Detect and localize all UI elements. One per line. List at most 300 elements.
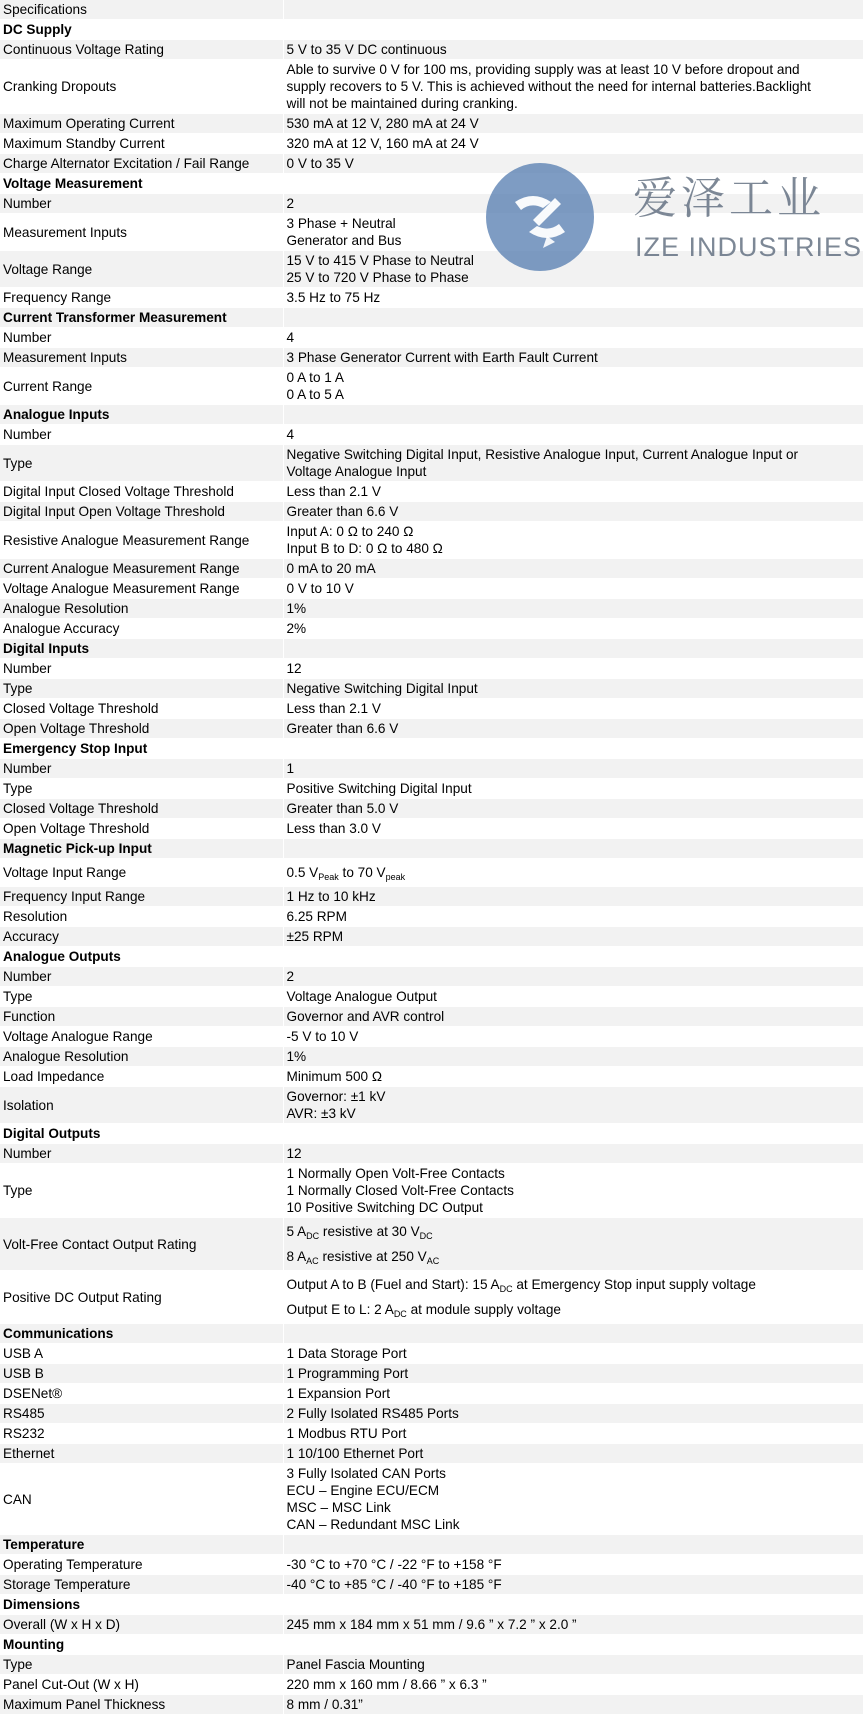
spec-value-line — [287, 1297, 861, 1322]
spec-value — [283, 987, 863, 1007]
value-text: Output A to B (Fuel and Start): 15 A — [286, 1277, 500, 1292]
spec-label: Analogue Resolution — [0, 1047, 283, 1067]
spec-value — [283, 799, 863, 819]
value-text: Generator and Bus — [286, 233, 402, 248]
spec-value — [283, 522, 863, 559]
table-row — [0, 1047, 863, 1067]
table-row — [0, 1271, 863, 1324]
spec-value-line — [287, 1165, 861, 1182]
spec-value-line — [287, 135, 861, 152]
spec-value-line — [287, 1105, 861, 1122]
value-text: AVR: ±3 kV — [286, 1106, 356, 1121]
table-row — [0, 1087, 863, 1124]
value-text: 0 A to 5 A — [286, 387, 344, 402]
value-text: 0 A to 1 A — [286, 370, 344, 385]
spec-value — [283, 759, 863, 779]
value-text: Output E to L: 2 A — [286, 1302, 394, 1317]
value-text: 1 Expansion Port — [286, 1386, 391, 1401]
spec-value — [283, 699, 863, 719]
spec-value — [283, 819, 863, 839]
value-text: 1 Data Storage Port — [286, 1346, 407, 1361]
subscript-text: DC — [419, 1231, 433, 1241]
value-text: 5 A — [286, 1224, 307, 1239]
spec-value — [283, 154, 863, 174]
spec-value — [283, 1271, 863, 1324]
section-value-empty — [283, 20, 863, 40]
spec-value-line — [287, 760, 861, 777]
spec-value-line — [287, 1425, 861, 1442]
spec-value — [283, 214, 863, 251]
value-text: 0 V to 10 V — [286, 581, 354, 596]
value-text: 25 V to 720 V Phase to Phase — [286, 270, 469, 285]
spec-value-line — [287, 269, 861, 286]
spec-value-line — [287, 1482, 861, 1499]
spec-value — [283, 1555, 863, 1575]
section-header-row — [0, 739, 863, 759]
section-value-empty — [283, 947, 863, 967]
table-row — [0, 799, 863, 819]
table-row — [0, 779, 863, 799]
spec-label: Maximum Operating Current — [0, 114, 283, 134]
spec-value — [283, 1695, 863, 1715]
section-header-row — [0, 20, 863, 40]
value-text: 2 — [286, 196, 295, 211]
table-row — [0, 659, 863, 679]
table-row — [0, 679, 863, 699]
section-title: Digital Inputs — [0, 639, 283, 659]
table-row — [0, 1655, 863, 1675]
value-text: CAN – Redundant MSC Link — [286, 1517, 460, 1532]
section-value-empty — [283, 1535, 863, 1555]
spec-value-line — [287, 483, 861, 500]
spec-value — [283, 348, 863, 368]
subscript-text: AC — [426, 1256, 440, 1266]
spec-value-line — [287, 1516, 861, 1533]
spec-value — [283, 967, 863, 987]
table-row — [0, 1555, 863, 1575]
spec-value-line — [287, 1272, 861, 1297]
section-value-empty — [283, 739, 863, 759]
spec-value-line — [287, 61, 861, 78]
value-text: 10 Positive Switching DC Output — [286, 1200, 483, 1215]
spec-label: Number — [0, 328, 283, 348]
section-title: Analogue Inputs — [0, 405, 283, 425]
section-title: Digital Outputs — [0, 1124, 283, 1144]
watermark-name-zh: 爱泽工业 — [633, 173, 825, 224]
spec-value-line — [287, 928, 861, 945]
spec-value — [283, 659, 863, 679]
specifications-title: Specifications — [0, 0, 283, 20]
table-row — [0, 699, 863, 719]
table-row — [0, 1364, 863, 1384]
spec-value — [283, 1364, 863, 1384]
section-title: Voltage Measurement — [0, 174, 283, 194]
section-header-row — [0, 1535, 863, 1555]
spec-value-line — [287, 860, 861, 885]
spec-value — [283, 779, 863, 799]
value-text: 220 mm x 160 mm / 8.66 ” x 6.3 ” — [286, 1677, 487, 1692]
spec-value — [283, 40, 863, 60]
subscript-text: Peak — [318, 872, 339, 882]
spec-value-line — [287, 540, 861, 557]
spec-label: Continuous Voltage Rating — [0, 40, 283, 60]
table-row — [0, 482, 863, 502]
spec-value-line — [287, 720, 861, 737]
table-row — [0, 348, 863, 368]
section-header-row — [0, 1324, 863, 1344]
spec-value-line — [287, 1145, 861, 1162]
table-row — [0, 907, 863, 927]
table-row — [0, 1444, 863, 1464]
spec-value-line — [287, 1028, 861, 1045]
spec-label: Current Analogue Measurement Range — [0, 559, 283, 579]
spec-value — [283, 251, 863, 288]
value-text: 6.25 RPM — [286, 909, 347, 924]
spec-value — [283, 1047, 863, 1067]
spec-label: Digital Input Open Voltage Threshold — [0, 502, 283, 522]
spec-value-line — [287, 252, 861, 269]
spec-label: Overall (W x H x D) — [0, 1615, 283, 1635]
section-value-empty — [283, 839, 863, 859]
spec-value — [283, 1344, 863, 1364]
spec-value — [283, 60, 863, 114]
value-text: Less than 2.1 V — [286, 484, 381, 499]
section-value-empty — [283, 1635, 863, 1655]
value-text: 0 mA to 20 mA — [286, 561, 376, 576]
spec-label: Load Impedance — [0, 1067, 283, 1087]
spec-value — [283, 579, 863, 599]
section-title: Current Transformer Measurement — [0, 308, 283, 328]
section-header-row — [0, 1595, 863, 1615]
spec-value-line — [287, 426, 861, 443]
section-value-empty — [283, 1324, 863, 1344]
value-text: -30 °C to +70 °C / -22 °F to +158 °F — [286, 1557, 502, 1572]
spec-value — [283, 619, 863, 639]
spec-label: Number — [0, 967, 283, 987]
spec-value-line — [287, 1088, 861, 1105]
spec-value-line — [287, 780, 861, 797]
spec-value-line — [287, 1445, 861, 1462]
spec-label: Maximum Standby Current — [0, 134, 283, 154]
spec-value-line — [287, 1499, 861, 1516]
spec-label: Positive DC Output Rating — [0, 1271, 283, 1324]
spec-value — [283, 502, 863, 522]
spec-value — [283, 425, 863, 445]
spec-label: Measurement Inputs — [0, 348, 283, 368]
spec-value-line — [287, 1405, 861, 1422]
spec-label: Type — [0, 1164, 283, 1218]
spec-value-line — [287, 1465, 861, 1482]
section-header-row — [0, 839, 863, 859]
spec-value-line — [287, 1576, 861, 1593]
table-row — [0, 967, 863, 987]
value-text: Minimum 500 Ω — [286, 1069, 383, 1084]
spec-label: Closed Voltage Threshold — [0, 699, 283, 719]
spec-value — [283, 1675, 863, 1695]
spec-value — [283, 288, 863, 308]
spec-value-line — [287, 660, 861, 677]
table-row — [0, 60, 863, 114]
value-text: 3 Phase Generator Current with Earth Fault Current — [286, 350, 598, 365]
spec-value — [283, 859, 863, 887]
subscript-text: DC — [393, 1309, 407, 1319]
spec-value — [283, 134, 863, 154]
section-title: Analogue Outputs — [0, 947, 283, 967]
spec-label: Analogue Accuracy — [0, 619, 283, 639]
value-text: will not be maintained during cranking. — [286, 96, 518, 111]
spec-label: Volt-Free Contact Output Rating — [0, 1218, 283, 1271]
value-text: 4 — [286, 330, 295, 345]
spec-label: Voltage Range — [0, 251, 283, 288]
value-text: 2% — [286, 621, 307, 636]
table-row — [0, 502, 863, 522]
table-row — [0, 1695, 863, 1715]
spec-label: Number — [0, 659, 283, 679]
table-row — [0, 1384, 863, 1404]
spec-label: Digital Input Closed Voltage Threshold — [0, 482, 283, 502]
spec-value — [283, 1007, 863, 1027]
spec-value-line — [287, 463, 861, 480]
section-title: Temperature — [0, 1535, 283, 1555]
spec-label: USB B — [0, 1364, 283, 1384]
table-row — [0, 1615, 863, 1635]
section-title: Emergency Stop Input — [0, 739, 283, 759]
table-row — [0, 559, 863, 579]
spec-value-line — [287, 232, 861, 249]
spec-value-line — [287, 1365, 861, 1382]
spec-label: Number — [0, 425, 283, 445]
spec-value — [283, 927, 863, 947]
value-text: MSC – MSC Link — [286, 1500, 391, 1515]
value-text: Voltage Analogue Output — [286, 989, 437, 1004]
value-text: Governor and AVR control — [286, 1009, 445, 1024]
value-text: Governor: ±1 kV — [286, 1089, 386, 1104]
spec-value — [283, 719, 863, 739]
table-row — [0, 1027, 863, 1047]
spec-label: Open Voltage Threshold — [0, 719, 283, 739]
value-text: at Emergency Stop input supply voltage — [512, 1277, 756, 1292]
value-text: 1 Normally Closed Volt-Free Contacts — [286, 1183, 514, 1198]
table-row — [0, 1575, 863, 1595]
value-text: 1 Modbus RTU Port — [286, 1426, 407, 1441]
value-text: 2 — [286, 969, 295, 984]
spec-value-line — [287, 800, 861, 817]
subscript-text: peak — [385, 872, 406, 882]
value-text: 12 — [286, 1146, 302, 1161]
section-title: DC Supply — [0, 20, 283, 40]
section-value-empty — [283, 405, 863, 425]
value-text: Input A: 0 Ω to 240 Ω — [286, 524, 414, 539]
spec-label: RS485 — [0, 1404, 283, 1424]
spec-value-line — [287, 41, 861, 58]
value-text: 3.5 Hz to 75 Hz — [286, 290, 381, 305]
spec-value — [283, 368, 863, 405]
value-text: ±25 RPM — [286, 929, 344, 944]
value-text: 5 V to 35 V DC continuous — [286, 42, 447, 57]
spec-label: Function — [0, 1007, 283, 1027]
spec-label: Open Voltage Threshold — [0, 819, 283, 839]
value-text: 8 mm / 0.31” — [286, 1697, 363, 1712]
spec-value — [283, 1067, 863, 1087]
table-row — [0, 194, 863, 214]
table-row — [0, 40, 863, 60]
table-row — [0, 425, 863, 445]
spec-label: RS232 — [0, 1424, 283, 1444]
spec-value — [283, 114, 863, 134]
spec-value — [283, 194, 863, 214]
value-text: Negative Switching Digital Input, Resistive Analogue Input, Current Analogue Input or — [286, 447, 799, 462]
table-row — [0, 1218, 863, 1271]
value-text: 15 V to 415 V Phase to Neutral — [286, 253, 474, 268]
value-text: 1 Programming Port — [286, 1366, 409, 1381]
spec-value-line — [287, 349, 861, 366]
value-text: to 70 V — [338, 865, 386, 880]
spec-label: Maximum Panel Thickness — [0, 1695, 283, 1715]
spec-value — [283, 1655, 863, 1675]
value-text: 2 Fully Isolated RS485 Ports — [286, 1406, 459, 1421]
spec-label: Voltage Analogue Measurement Range — [0, 579, 283, 599]
table-row — [0, 599, 863, 619]
value-text: Voltage Analogue Input — [286, 464, 427, 479]
table-row — [0, 1675, 863, 1695]
value-text: 12 — [286, 661, 302, 676]
table-row — [0, 719, 863, 739]
table-row — [0, 619, 863, 639]
spec-value — [283, 1444, 863, 1464]
value-text: Positive Switching Digital Input — [286, 781, 472, 796]
spec-value-line — [287, 1068, 861, 1085]
section-value-empty — [283, 174, 863, 194]
table-row — [0, 445, 863, 482]
spec-label: Resolution — [0, 907, 283, 927]
spec-label: Ethernet — [0, 1444, 283, 1464]
spec-label: Type — [0, 779, 283, 799]
table-row — [0, 154, 863, 174]
table-row — [0, 1404, 863, 1424]
value-text: ECU – Engine ECU/ECM — [286, 1483, 440, 1498]
table-row — [0, 368, 863, 405]
spec-value-line — [287, 329, 861, 346]
spec-value — [283, 1424, 863, 1444]
section-value-empty — [283, 1595, 863, 1615]
spec-label: Analogue Resolution — [0, 599, 283, 619]
spec-value — [283, 1218, 863, 1271]
value-text: 8 A — [286, 1249, 307, 1264]
spec-value-line — [287, 600, 861, 617]
spec-value-line — [287, 580, 861, 597]
table-title-row — [0, 0, 863, 20]
spec-value-line — [287, 908, 861, 925]
spec-label: Number — [0, 194, 283, 214]
value-text: Input B to D: 0 Ω to 480 Ω — [286, 541, 443, 556]
table-row — [0, 859, 863, 887]
spec-value-line — [287, 155, 861, 172]
spec-value-line — [287, 386, 861, 403]
spec-value-line — [287, 446, 861, 463]
value-text: 4 — [286, 427, 295, 442]
table-row — [0, 214, 863, 251]
spec-label: Cranking Dropouts — [0, 60, 283, 114]
value-text: Less than 3.0 V — [286, 821, 381, 836]
spec-value-line — [287, 195, 861, 212]
spec-value — [283, 559, 863, 579]
spec-value-line — [287, 888, 861, 905]
value-text: 1 Hz to 10 kHz — [286, 889, 376, 904]
section-header-row — [0, 1124, 863, 1144]
table-row — [0, 987, 863, 1007]
spec-value-line — [287, 95, 861, 112]
value-text: resistive at 250 V — [318, 1249, 427, 1264]
value-text: 1 10/100 Ethernet Port — [286, 1446, 424, 1461]
table-row — [0, 1464, 863, 1535]
specifications-title-value — [283, 0, 863, 20]
value-text: 3 Fully Isolated CAN Ports — [286, 1466, 446, 1481]
spec-label: DSENet® — [0, 1384, 283, 1404]
value-text: Less than 2.1 V — [286, 701, 381, 716]
spec-value — [283, 679, 863, 699]
section-header-row — [0, 308, 863, 328]
spec-value-line — [287, 1385, 861, 1402]
value-text: Able to survive 0 V for 100 ms, providing supply was at least 10 V before dropout and — [286, 62, 800, 77]
section-header-row — [0, 1635, 863, 1655]
spec-value-line — [287, 700, 861, 717]
spec-value-line — [287, 523, 861, 540]
spec-label: Type — [0, 987, 283, 1007]
spec-label: Type — [0, 1655, 283, 1675]
spec-value — [283, 599, 863, 619]
spec-label: Resistive Analogue Measurement Range — [0, 522, 283, 559]
spec-value-line — [287, 1656, 861, 1673]
value-text: 245 mm x 184 mm x 51 mm / 9.6 ” x 7.2 ” x 2.0 ” — [286, 1617, 577, 1632]
section-header-row — [0, 947, 863, 967]
value-text: 1 — [286, 761, 295, 776]
spec-value-line — [287, 1244, 861, 1269]
value-text: -5 V to 10 V — [286, 1029, 359, 1044]
spec-value-line — [287, 503, 861, 520]
table-row — [0, 1424, 863, 1444]
value-text: 530 mA at 12 V, 280 mA at 24 V — [286, 116, 479, 131]
spec-label: USB A — [0, 1344, 283, 1364]
table-row — [0, 134, 863, 154]
spec-label: Type — [0, 679, 283, 699]
section-value-empty — [283, 1124, 863, 1144]
spec-label: Operating Temperature — [0, 1555, 283, 1575]
spec-value — [283, 1575, 863, 1595]
section-value-empty — [283, 639, 863, 659]
subscript-text: DC — [499, 1284, 513, 1294]
spec-value — [283, 1144, 863, 1164]
table-row — [0, 114, 863, 134]
spec-label: Current Range — [0, 368, 283, 405]
spec-value-line — [287, 1008, 861, 1025]
value-text: Negative Switching Digital Input — [286, 681, 478, 696]
spec-value-line — [287, 1616, 861, 1633]
spec-value-line — [287, 1676, 861, 1693]
spec-label: Measurement Inputs — [0, 214, 283, 251]
spec-value-line — [287, 988, 861, 1005]
spec-value-line — [287, 215, 861, 232]
spec-value-line — [287, 620, 861, 637]
table-row — [0, 1067, 863, 1087]
table-row — [0, 1144, 863, 1164]
value-text: Greater than 5.0 V — [286, 801, 399, 816]
section-title: Mounting — [0, 1635, 283, 1655]
spec-value-line — [287, 1696, 861, 1713]
spec-label: Storage Temperature — [0, 1575, 283, 1595]
spec-value — [283, 445, 863, 482]
section-title: Dimensions — [0, 1595, 283, 1615]
table-row — [0, 759, 863, 779]
